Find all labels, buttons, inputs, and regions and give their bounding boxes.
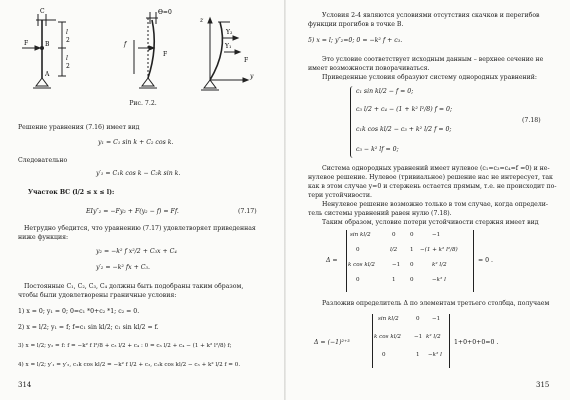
section-heading-bc: Участок ВС (l/2 ≤ x ≤ l):	[28, 189, 115, 196]
figure-part-a	[22, 14, 66, 88]
det-cell: −1	[432, 316, 441, 322]
figure-part-b	[134, 12, 158, 88]
determinant-3x3-cells	[374, 316, 448, 366]
det-cell: 0	[416, 316, 420, 322]
det-cell: 0	[392, 232, 396, 238]
right-page	[286, 0, 570, 400]
det-cell: k cos kl/2	[374, 334, 401, 340]
label-z: z	[200, 17, 204, 24]
figure-caption: Рис. 7.2.	[129, 100, 157, 107]
paragraph-line: Нетрудно убедится, что уравнению (7.17) удовлетворяет приведенная	[24, 225, 256, 232]
det-cell: −k² l	[432, 277, 446, 283]
det-cell: 0	[356, 277, 360, 283]
det-cell: −k² l	[428, 352, 442, 358]
equation-7-17: EIy″₂ = −Fy₂ + F(y₂ − f) = Ff.	[86, 208, 179, 215]
det-cell: k² l/2	[432, 262, 447, 268]
det-cell: 1	[416, 352, 420, 358]
system-eq-1: c₁ sin kl/2 − f = 0;	[356, 88, 414, 95]
paragraph-line: ниже функция:	[18, 234, 69, 241]
label-y2: Y₂	[226, 29, 233, 36]
det-cell: −1	[414, 334, 423, 340]
paragraph-line: как в этом случае y=0 и стержень остается прямым, т.е. не происходит по-	[308, 183, 557, 190]
system-eq-4: c₃ − k² lf = 0;	[356, 146, 399, 153]
det-cell: k cos kl/2	[348, 262, 375, 268]
paragraph-line: Таким образом, условие потери устойчивости стержня имеет вид	[322, 219, 539, 226]
figure-7-2	[0, 0, 286, 100]
paragraph-line: Система однородных уравнений имеет нулевое (c₁=c₃=c₄=f =0) и не-	[322, 165, 550, 172]
label-y1: Y₁	[225, 43, 232, 50]
label-f-c: F	[244, 57, 249, 64]
det-cell: k² l/2	[426, 334, 441, 340]
det-cell: 0	[382, 352, 386, 358]
det-cell: l/2	[390, 247, 398, 253]
det-cell: 0	[410, 232, 414, 238]
system-eq-3: c₁k cos kl/2 − c₃ + k² l/2 f = 0;	[356, 126, 452, 133]
equation-number-7-18: (7.18)	[522, 117, 541, 124]
label-l2-bot: l	[66, 55, 68, 62]
label-theta: Θ=0	[158, 9, 172, 16]
equation-y2: y₂ = −k² f x²/2 + C₃x + C₄	[96, 248, 177, 255]
det-cell: 1	[410, 247, 414, 253]
paragraph-line: имеет возможности поворачиваться.	[308, 65, 430, 72]
determinant-equals-zero: = 0 .	[478, 257, 494, 264]
label-a: A	[45, 71, 50, 78]
paragraph-line: тери устойчивости.	[308, 192, 372, 199]
paragraph-line: чтобы были удовлетворены граничные условия:	[18, 292, 177, 299]
paragraph-line: тель системы уравнений равен нулю (7.18).	[308, 210, 452, 217]
paragraph-line: Это условие соответствует исходным данным – верхнее сечение не	[322, 56, 544, 63]
boundary-condition-2: 2) x = l/2; y₁ = f; f=c₁ sin kl/2; c₁ sin kl/2 = f.	[18, 324, 159, 331]
det-cell: 0	[410, 277, 414, 283]
paragraph-line: нулевое решение. Нулевое (тривиальное) решение нас не интересует, так	[308, 174, 553, 181]
label-l2-bot-den: 2	[66, 63, 70, 70]
label-y-axis: y	[250, 73, 254, 80]
paragraph-line: Условия 2-4 являются условиями отсутствия скачков и перегибов	[322, 12, 540, 19]
paragraph-line: Разложив определитель Δ по элементам третьего столбца, получаем	[322, 300, 550, 307]
delta-label: Δ =	[326, 257, 338, 264]
label-b: B	[45, 41, 50, 48]
paragraph-line: Приведенные условия образуют систему однородных уравнений:	[322, 74, 537, 81]
det-cell: sin kl/2	[378, 316, 399, 322]
equation-y1-prime: y′₁ = C₁k cos k − C₂k sin k.	[96, 170, 181, 177]
det-cell: −1	[432, 232, 441, 238]
equation-y1: y₁ = C₁ sin k + C₂ cos k.	[98, 139, 174, 146]
text-solution-intro: Решение уравнения (7.16) имеет вид	[18, 124, 140, 131]
label-f: F	[24, 40, 29, 47]
det-cell: −(1 + k² l²/8)	[420, 247, 458, 253]
delta-expansion-label: Δ = (−1)²⁺³	[314, 339, 350, 346]
equation-y2-prime: y′₂ = −k² fx + C₃.	[96, 264, 150, 271]
det-cell: −1	[392, 262, 401, 268]
system-eq-2: c₃ l/2 + c₄ − (1 + k² l²/8) f = 0;	[356, 106, 453, 113]
page-number-left: 314	[18, 381, 32, 389]
text-consequently: Следовательно	[18, 157, 68, 164]
label-l2-top: l	[66, 29, 68, 36]
condition-5: 5) x = l; y″₂=0; 0 = −k² f + c₃.	[308, 37, 403, 44]
det-cell: 0	[356, 247, 360, 253]
det-cell: sin kl/2	[350, 232, 371, 238]
label-c: C	[40, 8, 45, 15]
det-cell: 1	[392, 277, 396, 283]
paragraph-line: Постоянные C₁, C₂, C₃, C₄ должны быть подобраны таким образом,	[24, 283, 244, 290]
figure-part-c	[201, 18, 248, 90]
boundary-condition-3: 3) x = l/2; y₂ = f: f = −k² f l²/8 + c₃ l/2 + c₄ : 0 = c₃ l/2 + c₄ − (1 + k² l²/8) f;	[18, 343, 232, 349]
boundary-condition-4: 4) x = l/2; y′₁ = y′₂, c₁k cos kl/2 = −k² f l/2 + c₃, c₁k cos kl/2 − c₃ + k² l/2 f = 0.	[18, 362, 241, 368]
equation-number-7-17: (7.17)	[238, 208, 257, 215]
paragraph-line: функции прогибов в точке B.	[308, 21, 404, 28]
page-number-right: 315	[536, 381, 550, 389]
label-f-small: f	[124, 41, 127, 48]
boundary-condition-1: 1) x = 0; y₁ = 0; 0=c₁ *0+c₂ *1; c₂ = 0.	[18, 308, 140, 315]
label-l2-top-den: 2	[66, 37, 70, 44]
label-f-force: F	[163, 51, 168, 58]
det-cell: 0	[410, 262, 414, 268]
determinant-4x4-cells	[348, 232, 472, 290]
paragraph-line: Ненулевое решение возможно только в том случае, когда определи-	[322, 201, 548, 208]
determinant-expansion-tail: 1+0+0+0=0 .	[454, 339, 499, 346]
